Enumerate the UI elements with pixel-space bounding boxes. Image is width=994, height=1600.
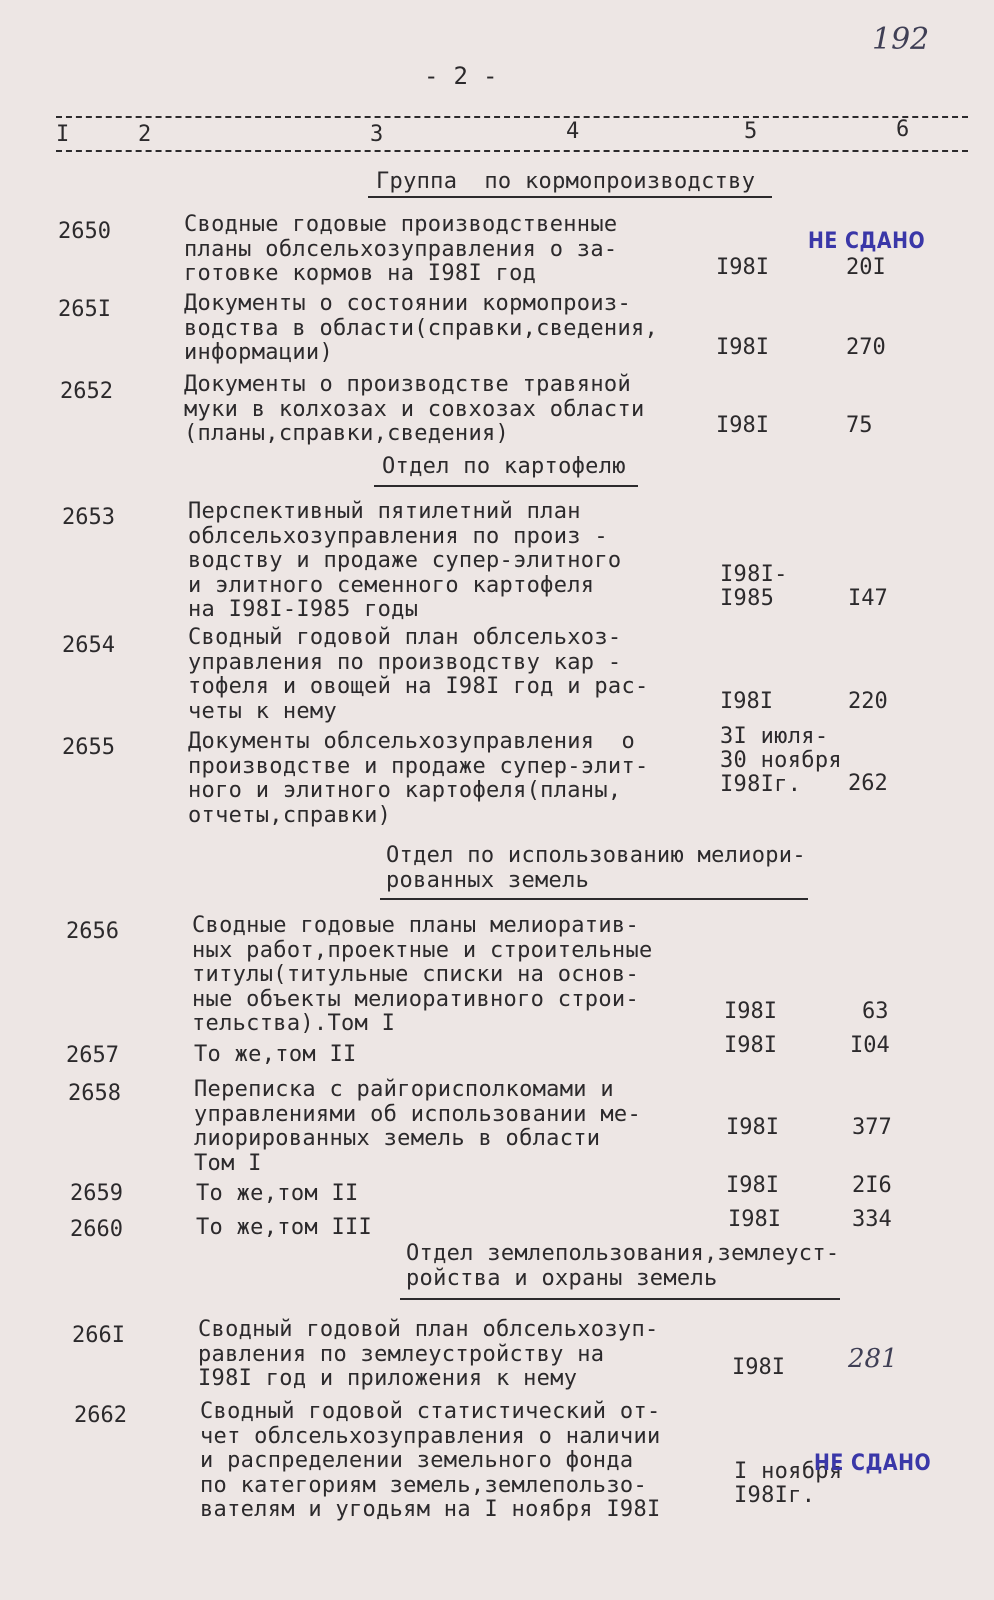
section-heading: Отдел по использованию мелиори- рованных земель [386,843,806,893]
entry-sheet-count: 75 [846,413,873,438]
entry-date: 3I июля- 30 ноября I98Iг. [720,724,842,797]
entry-title: Документы о состоянии кормопроиз- водства в области(справки,сведения, информации) [184,291,659,365]
entry-sheet-count: 334 [852,1207,892,1232]
entry-sheet-count: 220 [848,689,888,714]
entry-title: То же,том II [194,1042,357,1067]
col-number-6: 6 [896,117,910,142]
entry-title: Документы о производстве травяной муки в колхозах и совхозах области (планы,справки,сведения) [184,372,645,446]
entry-title: То же,том II [196,1181,359,1206]
entry-title: Документы облсельхозуправления о производстве и продаже супер-элит- ного и элитного картофеля(планы, отчеты,справки) [188,729,649,828]
entry-sheet-count: 2I6 [852,1173,892,1198]
handwritten-sheet-count: 281 [848,1344,898,1374]
entry-number: 266I [72,1323,125,1348]
entry-number: 2657 [66,1043,119,1068]
entry-date: I98I [726,1173,779,1198]
entry-number: 2655 [62,735,115,760]
entry-title: Сводный годовой план облсельхозуп- равления по землеустройству на I98I год и приложения к нему [198,1317,659,1391]
entry-sheet-count: 262 [848,771,888,796]
section-heading: Отдел по картофелю [382,454,626,479]
header-rule-bottom [56,150,968,152]
entry-date: I98I [720,689,773,714]
header-rule-top [56,116,968,118]
entry-number: 265I [58,297,111,322]
not-delivered-stamp: НЕ СДАНО [808,228,926,254]
entry-number: 2652 [60,379,113,404]
page-marker: - 2 - [424,62,498,90]
entry-date: I98I [724,999,777,1024]
not-delivered-stamp: НЕ СДАНО [814,1450,932,1476]
col-number-4: 4 [566,119,580,144]
entry-number: 2650 [58,219,111,244]
entry-date: I98I [726,1115,779,1140]
section-underline [368,196,772,198]
entry-number: 2654 [62,633,115,658]
col-number-1: I [56,122,70,147]
entry-sheet-count: I47 [848,586,888,611]
entry-number: 2656 [66,919,119,944]
section-heading: Отдел землепользования,землеуст- ройства и охраны земель [406,1241,840,1291]
entry-title: Сводные годовые производственные планы облсельхозуправления о за- готовке кормов на I98I год [184,212,618,286]
entry-title: Сводные годовые планы мелиоратив- ных работ,проектные и строительные титулы(титульные списки на основ- ные объекты мелиоративного строи- тельства).Том I [192,913,653,1036]
entry-number: 2659 [70,1181,123,1206]
entry-date: I98I- I985 [720,562,788,611]
col-number-3: 3 [370,122,384,147]
entry-sheet-count: 270 [846,335,886,360]
entry-date: I98I [724,1033,777,1058]
archive-page-number: 192 [872,22,930,57]
section-underline [374,485,638,487]
entry-number: 2662 [74,1403,127,1428]
entry-title: Перспективный пятилетний план облсельхозуправления по произ - водству и продаже супер-элитного и элитного семенного картофеля на I98I-I985 годы [188,499,622,622]
entry-title: Переписка с райгорисполкомами и управлениями об использовании ме- лиорированных земель в области Том I [194,1077,641,1176]
entry-date: I98I [732,1355,785,1380]
entry-date: I98I [716,255,769,280]
col-number-2: 2 [138,122,152,147]
entry-title: Сводный годовой статистический от- чет облсельхозуправления о наличии и распределении земельного фонда по категориям земель,землепользо- вателям и угодьям на I ноября I98I [200,1399,661,1522]
entry-sheet-count: 20I [846,255,886,280]
entry-date: I98I [716,413,769,438]
section-underline [400,1298,840,1300]
entry-date: I98I [728,1207,781,1232]
entry-date: I ноября I98Iг. [734,1459,843,1508]
entry-number: 2658 [68,1081,121,1106]
entry-title: То же,том III [196,1215,373,1240]
entry-sheet-count: 63 [862,999,889,1024]
entry-title: Сводный годовой план облсельхоз- управления по производству кар - тофеля и овощей на I98I год и рас- четы к нему [188,625,649,724]
entry-date: I98I [716,335,769,360]
entry-number: 2653 [62,505,115,530]
entry-sheet-count: 377 [852,1115,892,1140]
entry-sheet-count: I04 [850,1033,890,1058]
col-number-5: 5 [744,119,758,144]
section-underline [380,898,808,900]
entry-number: 2660 [70,1217,123,1242]
section-heading: Группа по кормопроизводству [376,169,756,194]
